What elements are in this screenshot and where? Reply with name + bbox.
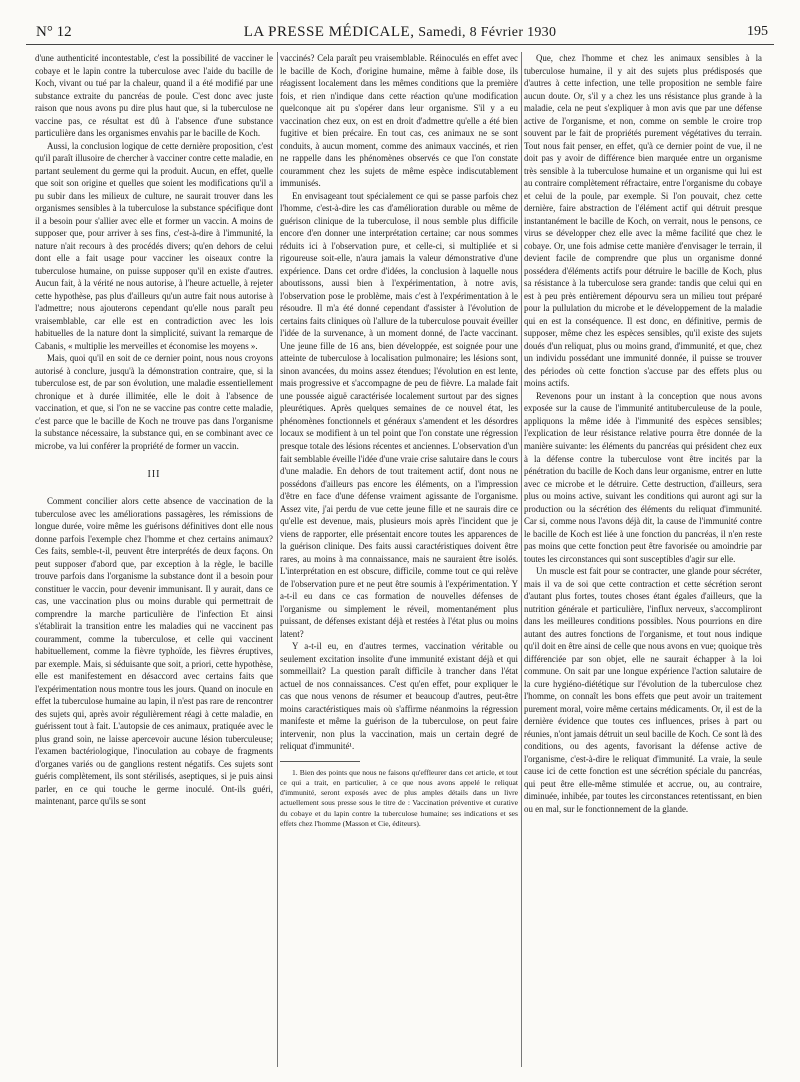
section-heading: III [147,468,161,480]
issue-date: Samedi, 8 Février 1930 [418,25,557,40]
column-2 [280,52,518,1072]
paragraph: En envisageant tout spécialement ce qui se passe parfois chez l'homme, c'est-à-dire les cas d'amélioration durable ou même de guérison clinique de la tuberculose, il nous semble plus difficile encore d'en donner une interprétation certaine; car nous sommes réduits ici à l'observation pure, et celle-ci, si multipliée et si rigoureuse soit-elle, n'aura jamais la valeur démonstrative d'une expérience. Dans cet ordre d'idées, la conclusion à laquelle nous aboutissons, aussi bien à l'expérimentation, à notre avis, l'observation pose le problème, mais c'est à l'expérimentation à le résoudre. Il m'a été donné cependant d'assister à l'évolution de certains faits cliniques où l'allure de la tuberculose pouvait éveiller l'idée de la survenance, à un moment donné, de l'acte vaccinant. Une jeune fille de 16 ans, bien développée, est soignée pour une atteinte de tuberculose à localisation pulmonaire; les lésions sont, sinon avancées, du moins assez étendues; l'évolution en est lente, mais progressive et s'accompagne de peu de fièvre. La malade fait une poussée aiguë caractérisée localement surtout par des signes pleurétiques. Après quelques semaines de ce nouvel état, les phénomènes fonctionnels et généraux s'amendent et les désordres locaux se modifient à un tel point que l'on constate une régression presque totale des lésions récentes et anciennes. L'observation d'un fait semblable éveille l'idée d'une vraie crise salutaire dans le cours d'une maladie. En dehors de tout traitement actif, dont nous ne possédons d'ailleurs pas encore les éléments, on a l'impression d'être en face d'une défense vraiment agissante de l'organisme. Assez vite, j'ai perdu de vue cette jeune fille et ne saurais dire ce qu'elle est devenue, mais, plusieurs mois après l'incident que je viens de rapporter, elle présentait encore toutes les apparences de la guérison clinique. Des faits aussi caractéristiques doivent être rares, au moins à ma connaissance, mais ne sauraient être isolés. L'interprétation en est obscure, difficile, comme tout ce qui relève de l'observation pure et ne peut être soumis à l'expérimentation. Y a-t-il eu dans ce cas formation de nouvelles défenses de l'organisme ou simplement le réveil, momentanément plus puissant, de défenses existant déjà et restées à l'état plus ou moins latent? [280,190,518,639]
column-3 [524,52,762,1072]
footnote: 1. Bien des points que nous ne faisons qu'effleurer dans cet article, et tout ce qui a trait, en particulier, à ce que nous avons appelé le reliquat d'immunité, seront exposés avec de plus amples détails dans un livre actuellement sous presse sous le titre de : Vaccination préventive et curative du cobaye et du lapin contre la tuberculose humaine; ses indications et ses effets chez l'homme (Masson et Cie, éditeurs). [280,767,518,828]
journal-name: LA PRESSE MÉDICALE, [243,24,415,40]
page-number: 195 [747,24,768,39]
paragraph: Mais, quoi qu'il en soit de ce dernier point, nous nous croyons autorisé à conclure, jusqu'à la démonstration contraire, que, si la tuberculose est, de par son évolution, une maladie essentiellement chronique et à durée illimitée, elle le doit à l'absence de vaccination, et que, si l'on ne se vaccine pas contre cette maladie, c'est parce que le bacille de Koch ne trouve pas dans l'organisme la substance nécessaire, la substance qui, en se combinant avec ce microbe, va lui conférer la propriété de former un vaccin. [35,353,273,451]
paragraph: Aussi, la conclusion logique de cette dernière proposition, c'est qu'il paraît illusoire de chercher à vacciner contre cette maladie, en partant seulement du germe qui la produit. Aucun, en effet, quelle que soit son origine et quelles que soient les modifications qu'il a pu subir dans les milieux de culture, ne saurait trouver dans les organismes sensibles à la tuberculose la substance spécifique dont il a besoin pour s'allier avec elle et former un vaccin. A moins de supposer que, pour arriver à ses fins, c'est-à-dire à l'immunité, la nature n'ait recours à des procédés divers; qu'en dehors de celui dont elle a fait usage pour vacciner les oiseaux contre la tuberculose humaine, on puisse supposer qu'il en existe d'autres. Aucun fait, à la vérité ne nous autorise, à l'heure actuelle, à rejeter cette hypothèse, pas plus d'ailleurs qu'un autre fait nous autorise à l'admettre; nous ajouterons cependant qu'elle nous paraît peu vraisemblable, car elle est en contradiction avec les lois habituelles de la nature dont la simplicité, suivant la remarque de Cabanis, « multiplie les merveilles et économise les moyens ». [35,140,273,351]
footnote-rule [280,761,360,762]
column-1 [35,52,273,1072]
column-divider [277,52,278,1067]
paragraph: Revenons pour un instant à la conception que nous avons exposée sur la cause de l'immunité antituberculeuse de la poule, appliquons la même idée à l'immunité des espèces sensibles; l'explication de leur résistance relative pourra être donnée de la manière suivante: les éléments du pancréas qui président chez eux à la défense contre la tuberculose vont être incités par la pénétration du bacille de Koch dans leur organisme, entrer en lutte avec ce microbe et le détruire. Cette destruction, d'ailleurs, sera plus ou moins active, suivant les conditions qui auront agi sur la production ou la sécrétion des éléments du reliquat d'immunité. Car si, comme nous l'avons déjà dit, la cause de l'immunité contre le bacille de Koch est liée à une fonction du pancréas, il n'en reste pas moins que cette fonction peut être favorisée ou amoindrie par toutes les circonstances qui sont susceptibles d'agir sur elle. [524,390,762,564]
column-divider [521,52,522,1067]
paragraph: Y a-t-il eu, en d'autres termes, vaccination véritable ou seulement excitation insolite d'une immunité existant déjà et qui sommeillait? La question paraît difficile à trancher dans l'état actuel de nos connaissances. C'est qu'en effet, pour expliquer le cas que nous venons de résumer et beaucoup d'autres, peut-être moins caractéristiques mais où s'affirme néanmoins la régression manifeste et même la guérison de la tuberculose, on peut faire intervenir, non plus la vaccination, mais un certain degré de reliquat d'immunité¹. [280,641,518,752]
page-header [26,20,774,46]
paragraph: Que, chez l'homme et chez les animaux sensibles à la tuberculose humaine, il y ait des sujets plus prédisposés que d'autres à cette infection, une telle proposition ne semble faire aucun doute. Or, s'il y a chez les uns résistance plus grande à la maladie, cela ne peut s'expliquer à mon avis que par une défense active de l'organisme, et non, comme on semble le croire trop souvent par le fait de propriétés purement végétatives du terrain. Tout nous fait penser, en effet, qu'à ce dernier point de vue, il ne doit pas y avoir de différence bien marquée entre un organisme très sensible à la tuberculose humaine et un organisme qui lui est au contraire complètement réfractaire, entre l'organisme du cobaye et celui de la poule, par exemple. Si l'on pouvait, chez cette dernière, faire abstraction de l'élément actif qui détruit presque instantanément le bacille de Koch, on verrait, nous le pensons, ce virus se développer chez elle avec la même facilité que chez le cobaye. Or, une fois admise cette manière d'envisager le terrain, il devient facile de comprendre que plus un organisme donné possédera d'éléments actifs pour détruire le bacille de Koch, plus sa résistance à la tuberculose sera grande: tandis que celui qui en est à peu près entièrement dépourvu sera un milieu tout préparé pour la pullulation du microbe et le développement de la maladie qui en est la conséquence. Il est donc, en définitive, permis de supposer, même chez les espèces sensibles, qu'il existe des sujets doués d'un reliquat, plus ou moins grand, d'immunité, et que, chez un individu possédant une immunité donnée, il puisse se trouver des périodes où cette fonction s'accuse par des effets plus ou moins actifs. [524,53,762,389]
header-rule [26,44,774,45]
issue-number: N° 12 [36,24,72,40]
paragraph: vaccinés? Cela paraît peu vraisemblable. Réinoculés en effet avec le bacille de Koch, d'origine humaine, même à faible dose, ils réagissent localement dans les mêmes conditions que la première fois, et rien n'indique dans cette réaction qu'une modification quelconque ait pu s'opérer dans leur organisme. S'il y a eu vaccination chez eux, on est en droit d'admettre qu'elle a été bien fugitive et bien précaire. En tout cas, ces animaux ne se sont conduits, à aucun moment, comme des animaux vaccinés, et rien ne rappelle dans les phénomènes observés ce que l'on constate couramment chez les sujets de même espèce indiscutablement immunisés. [280,53,518,189]
paragraph: Un muscle est fait pour se contracter, une glande pour sécréter, mais il va de soi que cette contraction et cette sécrétion seront d'autant plus fortes, toutes choses étant égales d'ailleurs, que la nutrition générale et particulière, l'influx nerveux, s'accompliront dans les meilleures conditions possibles. Nous pourrions en dire autant des autres fonctions de l'organisme, et tout nous indique qu'il doit en être ainsi de celle que nous avons en vue; quoique très différenciée par son objet, elle ne saurait échapper à la loi commune. On sait par une longue expérience l'action salutaire de la cure hygiéno-diététique sur l'évolution de la tuberculose chez l'homme, on connaît les bons effets que peut avoir un traitement purement moral, voire même certains médicaments. Or, il est de la dernière évidence que toutes ces influences, prises à part ou réunies, n'ont jamais détruit un seul bacille de Koch. Ce sont là des conditions, ou des agents, favorisant la défense active de l'organisme, c'est-à-dire le reliquat d'immunité. La vraie, la seule cause ici de cette fonction est une sécrétion spéciale du pancréas, qui peut être elle-même stimulée et accrue, ou, au contraire, diminuée, inhibée, par toutes les circonstances retentissant, en bien ou en mal, sur le fonctionnement de la glande. [524,566,762,814]
running-title [26,24,774,41]
paragraph: d'une authenticité incontestable, c'est la possibilité de vacciner le cobaye et le lapin contre la tuberculose avec l'aide du bacille de Koch, vivant ou tué par la chaleur, quand il a été modifié par une substance extraite du pancréas de poule. C'est donc avec juste raison que nous avons pu dire plus haut que, si la tuberculose ne vaccine pas, ce résultat est dû à l'absence d'une substance particulière dans les organismes envahis par le bacille de Koch. [35,53,273,139]
paragraph: Comment concilier alors cette absence de vaccination de la tuberculose avec les améliorations passagères, les rémissions de longue durée, voire même les guérisons définitives dont elle nous donne parfois l'exemple chez l'homme et chez certains animaux? Ces faits, semble-t-il, peuvent être interprétés de deux façons. On peut supposer d'abord que, par exception à la règle, le bacille trouve parfois dans l'organisme la substance dont il a besoin pour constituer le vaccin, pour devenir immunisant. Il y aurait, dans ce cas, une vaccination plus ou moins durable qui permettrait de comprendre la marche particulière de l'infection Et ainsi s'établirait la transition entre les maladies qui ne vaccinent pas couramment, comme la tuberculose, et celle qui vaccinent habituellement, comme la fièvre typhoïde, les fièvres éruptives, par exemple. Mais, si séduisante que soit, a priori, cette hypothèse, elle est manifestement en désaccord avec certains faits que l'expérimentation nous montre tous les jours. Quand on inocule en effet la tuberculose humaine au lapin, il n'est pas rare de rencontrer des sujets qui, après avoir régulièrement réagi à cette maladie, en guérissent tout à fait. L'autopsie de ces animaux, pratiquée avec le plus grand soin, ne laisse apercevoir aucune lésion tuberculeuse; l'examen bactériologique, l'inoculation au cobaye de fragments d'organes variés ou de ganglions restent négatifs. Ces sujets sont guéris complètement, ils sont stérilisés, aseptiques, si je puis ainsi parler, en ce qui touche le germe inoculé. Ont-ils guéri, maintenant, parce qu'ils se sont [35,496,273,807]
